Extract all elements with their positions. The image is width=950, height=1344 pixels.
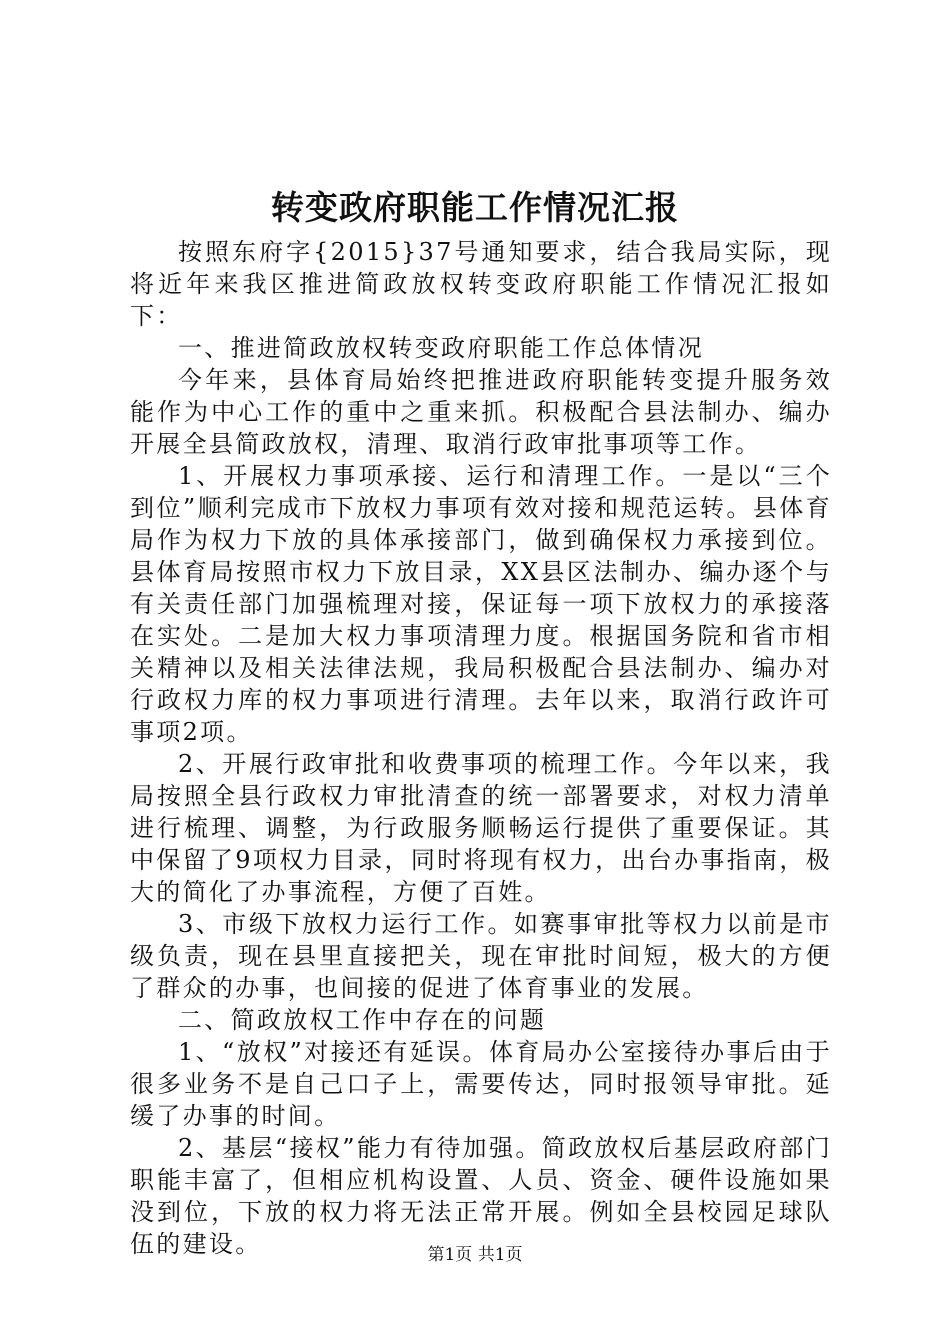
document-body: [130, 236, 832, 1260]
paragraph-overview: 今年来，县体育局始终把推进政府职能转变提升服务效能作为中心工作的重中之重来抓。积极配合县法制办、编办开展全县简政放权，清理、取消行政审批事项等工作。: [130, 366, 832, 458]
document-title: 转变政府职能工作情况汇报: [271, 188, 679, 227]
page-number: 第1页 共1页: [427, 1245, 523, 1265]
paragraph-problem-1: 1、“放权”对接还有延误。体育局办公室接待办事后由于很多业务不是自己口子上，需要传达，同时报领导审批。延缓了办事的时间。: [130, 1038, 832, 1130]
heading-section-2: 二、简政放权工作中存在的问题: [178, 1006, 547, 1034]
paragraph-problem-2: 2、基层“接权”能力有待加强。简政放权后基层政府部门职能丰富了，但相应机构设置、人员、资金、硬件设施如果没到位，下放的权力将无法正常开展。例如全县校园足球队伍的建设。: [130, 1134, 832, 1258]
paragraph-item-3: 3、市级下放权力运行工作。如赛事审批等权力以前是市级负责，现在县里直接把关，现在审批时间短，极大的方便了群众的办事，也间接的促进了体育事业的发展。: [130, 910, 832, 1002]
heading-section-1: 一、推进简政放权转变政府职能工作总体情况: [178, 334, 704, 362]
paragraph-intro: 按照东府字{2015}37号通知要求，结合我局实际，现将近年来我区推进简政放权转变政府职能工作情况汇报如下：: [130, 238, 832, 330]
paragraph-item-2: 2、开展行政审批和收费事项的梳理工作。今年以来，我局按照全县行政权力审批清查的统一部署要求，对权力清单进行梳理、调整，为行政服务顺畅运行提供了重要保证。其中保留了9项权力目录，同时将现有权力，出台办事指南，极大的简化了办事流程，方便了百姓。: [130, 750, 832, 906]
paragraph-item-1: 1、开展权力事项承接、运行和清理工作。一是以“三个到位”顺利完成市下放权力事项有效对接和规范运转。县体育局作为权力下放的具体承接部门，做到确保权力承接到位。县体育局按照市权力下放目录，XX县区法制办、编办逐个与有关责任部门加强梳理对接，保证每一项下放权力的承接落在实处。二是加大权力事项清理力度。根据国务院和省市相关精神以及相关法律法规，我局积极配合县法制办、编办对行政权力库的权力事项进行清理。去年以来，取消行政许可事项2项。: [130, 462, 832, 746]
